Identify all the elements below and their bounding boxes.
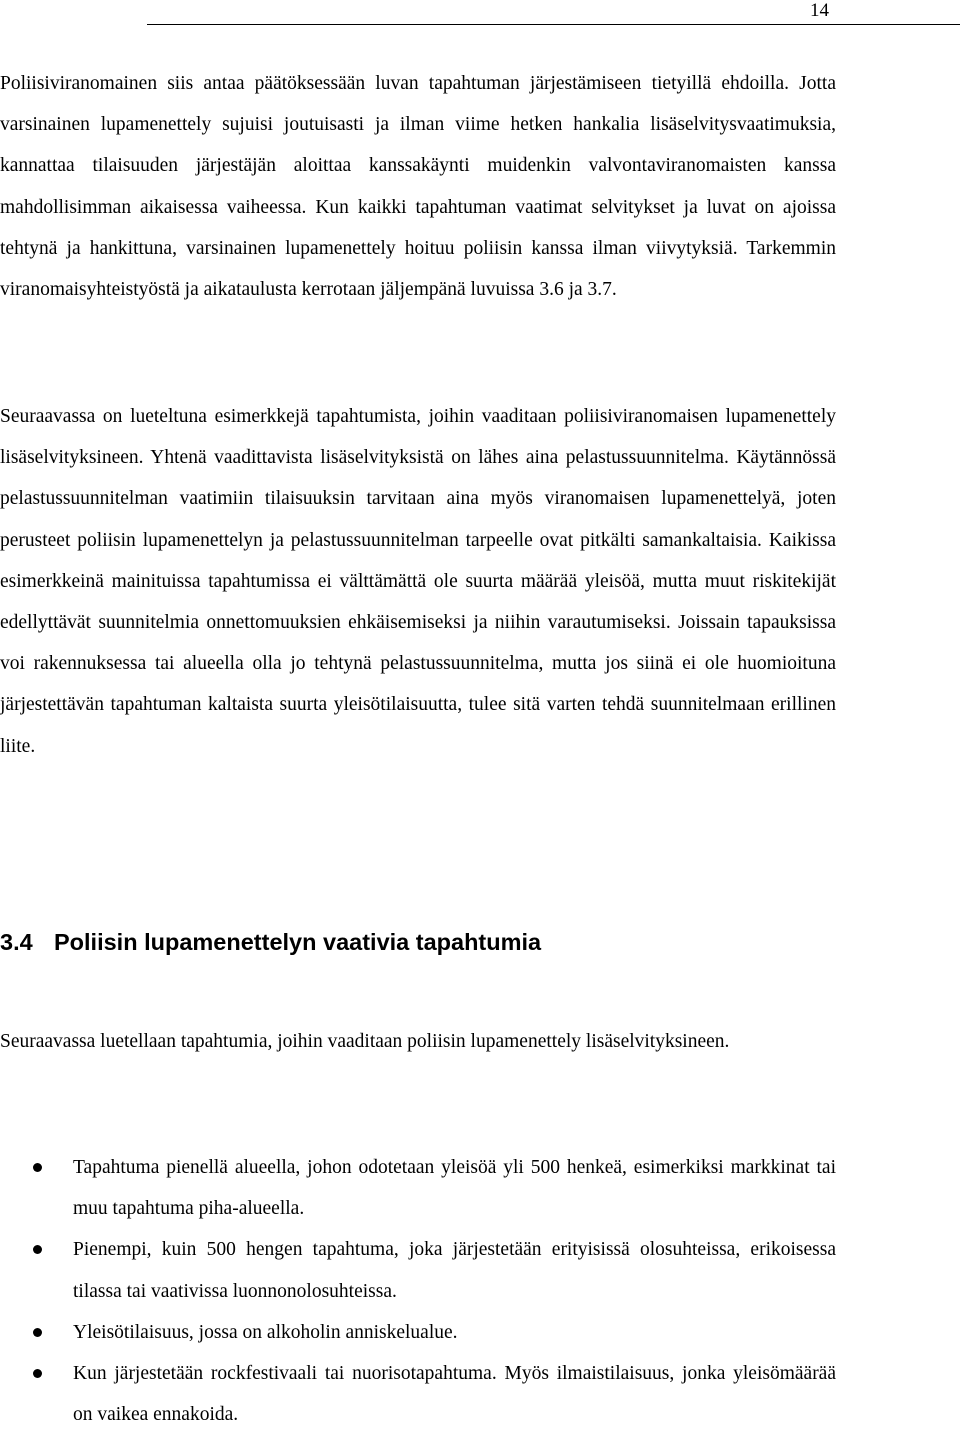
list-item-text: Yleisötilaisuus, jossa on alkoholin anniskelualue. [73, 1321, 458, 1343]
page-number: 14 [810, 0, 829, 21]
list-item-text: Kun järjestetään rockfestivaali tai nuorisotapahtuma. Myös ilmaistilaisuus, jonka yleisömäärää on vaikea ennakoida. [73, 1363, 836, 1426]
list-item [0, 1229, 836, 1311]
section-title: Poliisin lupamenettelyn vaativia tapahtumia [54, 929, 542, 955]
list-item-text: Tapahtuma pienellä alueella, johon odotetaan yleisöä yli 500 henkeä, esimerkiksi markkinat tai muu tapahtuma piha-alueella. [73, 1157, 836, 1220]
bullet-icon [33, 1328, 42, 1337]
page-header [147, 0, 960, 25]
section-heading [0, 924, 541, 960]
bullet-icon [33, 1245, 42, 1254]
bullet-icon [33, 1369, 42, 1378]
list-item [0, 1353, 836, 1435]
list-item [0, 1312, 836, 1353]
body-paragraph-1: Poliisiviranomainen siis antaa päätöksessään luvan tapahtuman järjestämiseen tietyillä ehdoilla. Jotta varsinainen lupamenettely sujuisi joutuisasti ja ilman viime hetken hankalia lisäselvitysvaatimuksia, kannattaa tilaisuuden järjestäjän aloittaa kanssakäynti muidenkin valvontaviranomaisten kanssa mahdollisimman aikaisessa vaiheessa. Kun kaikki tapahtuman vaatimat selvitykset ja luvat on ajoissa tehtynä ja hankittuna, varsinainen lupamenettely hoituu poliisin kanssa ilman viivytyksiä. Tarkemmin viranomaisyhteistyöstä ja aikataulusta kerrotaan jäljempänä luvuissa 3.6 ja 3.7. [0, 73, 836, 301]
section-intro-paragraph: Seuraavassa luetellaan tapahtumia, joihin vaaditaan poliisin lupamenettely lisäselvityksineen. [0, 1031, 730, 1052]
event-bullet-list [0, 1147, 836, 1435]
list-item-text: Pienempi, kuin 500 hengen tapahtuma, joka järjestetään erityisissä olosuhteissa, erikoisessa tilassa tai vaativissa luonnonolosuhteissa. [73, 1239, 836, 1302]
list-item [0, 1147, 836, 1229]
bullet-icon [33, 1163, 42, 1172]
body-paragraph-2: Seuraavassa on lueteltuna esimerkkejä tapahtumista, joihin vaaditaan poliisiviranomaisen lupamenettely lisäselvityksineen. Yhtenä vaadittavista lisäselvityksistä on lähes aina pelastussuunnitelma. Käytännössä pelastussuunnitelman vaatimiin tilaisuuksin tarvitaan aina myös viranomaisen lupamenettelyä, joten perusteet poliisin lupamenettelyn ja pelastussuunnitelman tarpeelle ovat pitkälti samankaltaisia. Kaikissa esimerkkeinä mainituissa tapahtumissa ei välttämättä ole suurta määrää yleisöä, mutta muut riskitekijät edellyttävät suunnitelmia onnettomuuksien ehkäisemiseksi ja niihin varautumiseksi. Joissain tapauksissa voi rakennuksessa tai alueella olla jo tehtynä pelastussuunnitelma, mutta jos siinä ei ole huomioituna järjestettävän tapahtuman kaltaista suurta yleisötilaisuutta, tulee sitä varten tehdä suunnitelmaan erillinen liite. [0, 406, 836, 757]
section-number: 3.4 [0, 929, 33, 955]
